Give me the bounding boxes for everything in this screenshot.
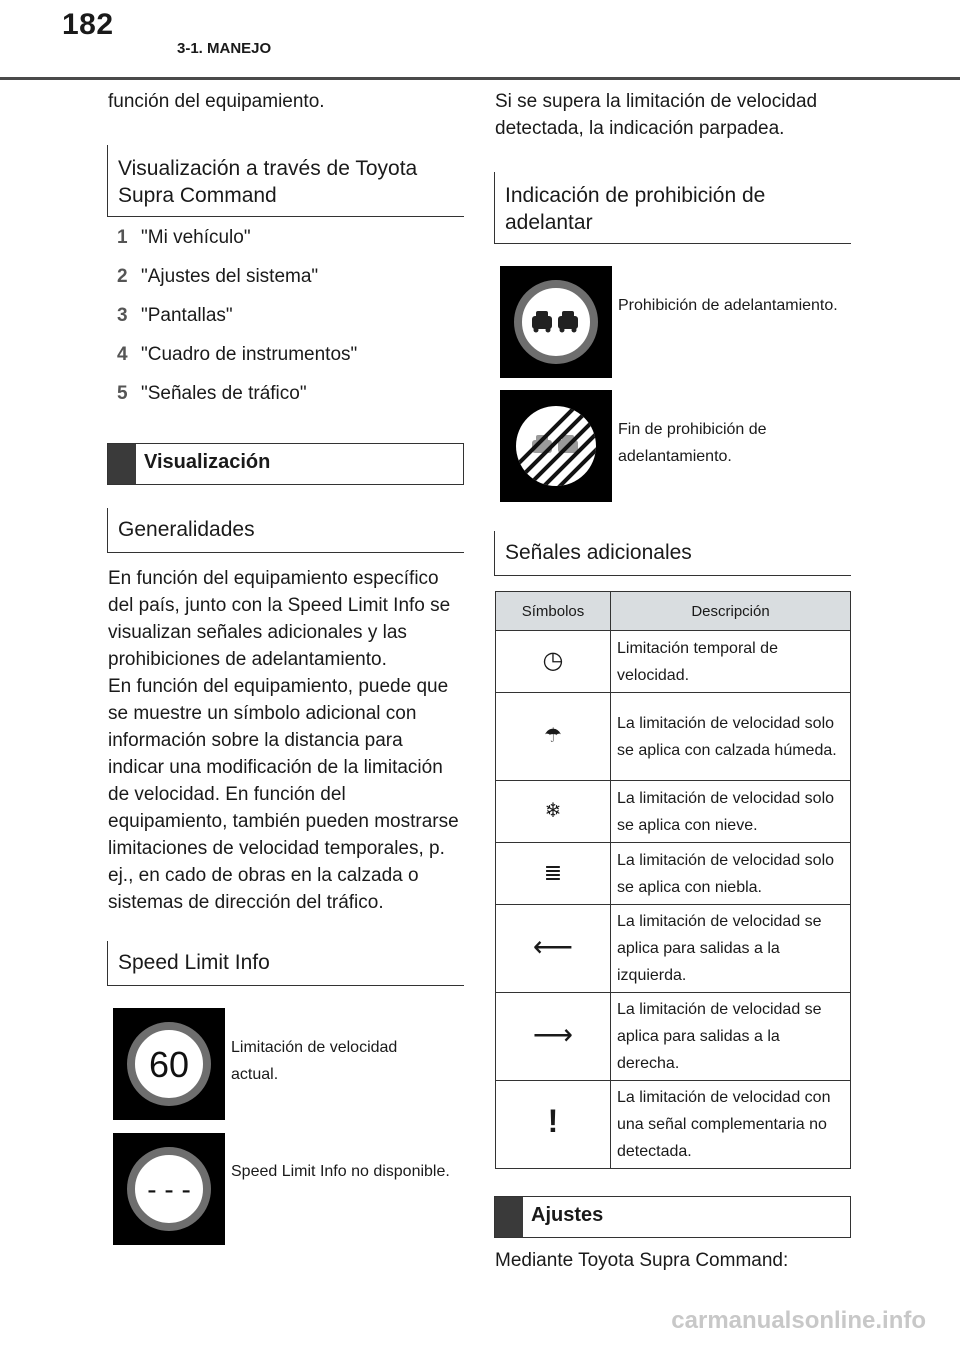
subheading-visualizacion-label: Visualización a través de Toyota Supra Command	[118, 157, 418, 207]
speed-sign-unavailable-tile	[113, 1133, 225, 1245]
box-heading-label: Ajustes	[531, 1204, 604, 1226]
subheading-prohibicion-label: Indicación de prohibición de adelantar	[505, 184, 766, 234]
table-cell-description: La limitación de velocidad solo se aplica con calzada húmeda.	[611, 693, 851, 781]
end-no-overtaking-tile	[500, 390, 612, 502]
table-header-symbols: Símbolos	[496, 592, 611, 631]
subheading-adicionales	[494, 531, 851, 576]
table-header-description: Descripción	[611, 592, 851, 631]
table-header-row	[496, 592, 851, 631]
subheading-prohibicion	[494, 172, 851, 244]
step-4: 4 "Cuadro de instrumentos"	[117, 344, 358, 365]
arrow-left-icon: ⟵	[532, 930, 574, 962]
box-heading-ajustes	[494, 1196, 851, 1238]
box-heading-label: Visualización	[144, 451, 271, 473]
table-cell-description: La limitación de velocidad se aplica para salidas a la izquierda.	[611, 905, 851, 993]
subheading-generalidades-label: Generalidades	[118, 518, 255, 541]
section-title: 3-1. MANEJO	[177, 40, 272, 57]
snowflake-icon: ❄	[544, 799, 562, 822]
subheading-speed-limit-info	[107, 941, 464, 986]
table-row	[496, 693, 851, 781]
step-1: 1 "Mi vehículo"	[117, 227, 251, 248]
watermark: carmanualsonline.info	[671, 1307, 926, 1334]
no-overtaking-caption: Prohibición de adelantamiento.	[618, 297, 838, 314]
table-cell-description: La limitación de velocidad se aplica para salidas a la derecha.	[611, 993, 851, 1081]
clock-icon: ◷	[542, 646, 564, 674]
paragraph-1: En función del equipamiento específico del país, junto con la Speed Limit Info se visualizan señales adicionales y las prohibiciones de adelantamiento.	[108, 568, 451, 670]
sign-60-caption: Limitación de velocidad actual.	[231, 1039, 398, 1083]
exclamation-icon: !	[547, 1103, 559, 1139]
table-cell-description: La limitación de velocidad con una señal complementaria no detectada.	[611, 1081, 851, 1169]
intro-text-left: función del equipamiento.	[108, 91, 325, 112]
table-row	[496, 993, 851, 1081]
subheading-adicionales-label: Señales adicionales	[505, 541, 692, 564]
no-overtaking-tile	[500, 266, 612, 378]
table-row	[496, 905, 851, 993]
no-overtaking-icon	[500, 266, 612, 378]
page-number: 182	[62, 8, 114, 41]
additional-signs-table	[495, 591, 851, 1169]
paragraph-2: En función del equipamiento, puede que se muestre un símbolo adicional con información sobre la distancia para indicar una modificación de la limitación de velocidad. En función del equipamiento, también pueden mostrarse limitaciones de velocidad temporales, p. ej., en cado de obras en la calzada o sistemas de dirección del tráfico.	[108, 676, 459, 913]
table-cell-description: La limitación de velocidad solo se aplica con nieve.	[611, 781, 851, 843]
header-rule	[0, 77, 960, 80]
end-no-overtaking-caption: Fin de prohibición de adelantamiento.	[618, 421, 767, 465]
intro-text-right: Si se supera la limitación de velocidad detectada, la indicación parpadea.	[495, 91, 818, 139]
wet-road-icon: ☂	[544, 724, 562, 747]
step-3: 3 "Pantallas"	[117, 305, 233, 326]
heading-bar	[108, 444, 136, 484]
table-cell-description: Limitación temporal de velocidad.	[611, 631, 851, 693]
table-row	[496, 781, 851, 843]
subheading-generalidades	[107, 508, 464, 553]
step-5: 5 "Señales de tráfico"	[117, 383, 307, 404]
fog-icon: ≣	[543, 859, 563, 885]
table-row	[496, 631, 851, 693]
speed-limit-unavailable-icon	[113, 1133, 225, 1245]
end-no-overtaking-icon	[500, 390, 612, 502]
sign-dash-text: - - -	[147, 1174, 191, 1205]
table-row	[496, 1081, 851, 1169]
sign-60-number: 60	[148, 1044, 190, 1085]
sign-dash-caption: Speed Limit Info no disponible.	[231, 1163, 450, 1180]
step-2: 2 "Ajustes del sistema"	[117, 266, 319, 287]
speed-limit-60-icon	[113, 1008, 225, 1120]
heading-bar	[495, 1197, 523, 1237]
table-row	[496, 843, 851, 905]
arrow-right-icon: ⟶	[532, 1018, 574, 1050]
box-heading-visualizacion	[107, 443, 464, 485]
outro-text: Mediante Toyota Supra Command:	[495, 1250, 789, 1271]
table-cell-description: La limitación de velocidad solo se aplica con niebla.	[611, 843, 851, 905]
subheading-visualizacion	[107, 145, 464, 217]
speed-sign-60-tile	[113, 1008, 225, 1120]
subheading-speed-label: Speed Limit Info	[118, 951, 270, 974]
